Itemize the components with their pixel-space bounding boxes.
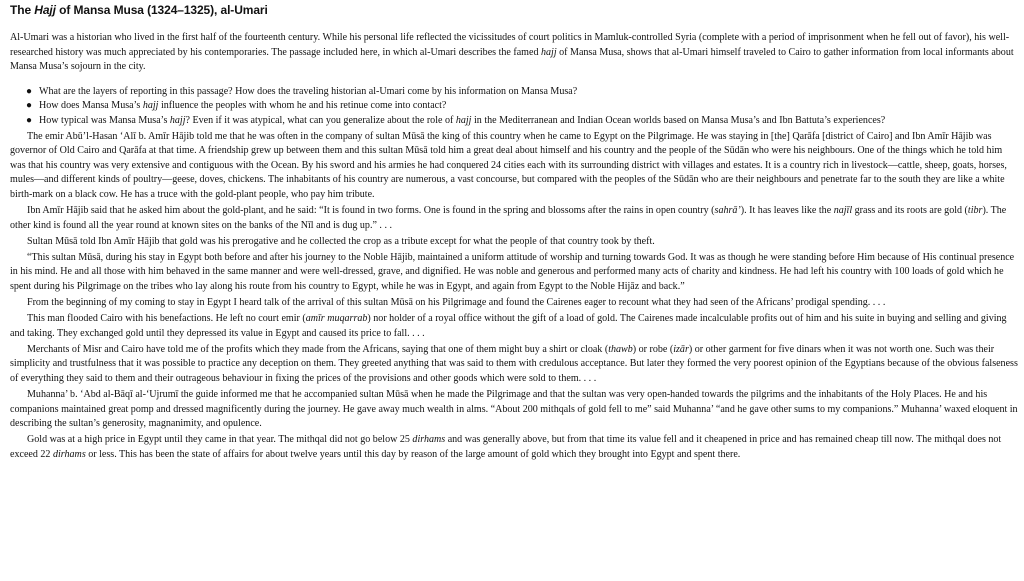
bullet-icon: ● [26,114,33,126]
study-question [26,85,1018,100]
intro-paragraph: Al-Umari was a historian who lived in the first half of the fourteenth century. While his personal life reflected the vicissitudes of court politics in Mamluk-controlled Syria (complete with a period of imprisonment when he fell out of favor), his well-researched history was much appreciated by his contemporaries. The passage included here, in which al-Umari describes the famed hajj of Mansa Musa, shows that al-Umari himself traveled to Cairo to gather information from local informants about Mansa Musa’s sojourn in the city. [10,32,1014,73]
document-page [10,3,1018,463]
passage-paragraph: From the beginning of my coming to stay in Egypt I heard talk of the arrival of this sultan Mūsā on his Pilgrimage and found the Cairenes eager to recount what they had seen of the Africans’ prodigal spending. . . . [27,297,886,309]
bullet-icon: ● [26,85,33,97]
passage-paragraph: Gold was at a high price in Egypt until they came in that year. The mithqal did not go below 25 dirhams and was generally above, but from that time its value fell and it cheapened in price and has remained cheap till now. The mithqal does not exceed 22 dirhams or less. This has been the state of affairs for about twelve years until this day by reason of the large amount of gold which they brought into Egypt and spent there. [10,434,1002,461]
study-question [26,114,1018,129]
document-title [10,3,1018,18]
passage-paragraph: Merchants of Misr and Cairo have told me of the profits which they made from the Africans, saying that one of them might buy a shirt or cloak (thawb) or robe (izār) or other garment for five dinars when it was not worth one. Such was their simplicity and trustfulness that it was possible to practice any deception on them. They greeted anything that was said to them with credulous acceptance. But later they formed the very poorest opinion of the Egyptians because of the obvious falseness of everything they said to them and their outrageous behaviour in fixing the prices of the provisions and other goods which were sold to them. . . . [10,343,1018,385]
question-text: How does Mansa Musa’s hajj influence the peoples with whom he and his retinue come into contact? [39,100,447,112]
question-text: How typical was Mansa Musa’s hajj? Even if it was atypical, what can you generalize about the role of hajj in the Mediterranean and Indian Ocean worlds based on Mansa Musa’s and Ibn Battuta’s experiences? [39,114,886,126]
bullet-icon: ● [26,100,33,112]
passage-paragraph: Ibn Amīr Hājib said that he asked him about the gold-plant, and he said: “It is found in two forms. One is found in the spring and blossoms after the rains in open country (sahrā’). It has leaves like the najīl grass and its roots are gold (tibr). The other kind is found all the year round at known sites on the banks of the Nīl and is dug up.” . . . [10,205,1007,231]
passage-paragraph: Sultan Mūsā told Ibn Amīr Hājib that gold was his prerogative and he collected the crop as a tribute except for what the people of that country took by theft. [27,235,655,247]
study-question [26,99,1018,114]
study-questions-list [10,85,1018,129]
question-text: What are the layers of reporting in this passage? How does the traveling historian al-Umari come by his information on Mansa Musa? [39,85,578,97]
title-prefix: The [10,3,35,17]
passage-paragraph: This man flooded Cairo with his benefactions. He left no court emir (amīr muqarrab) nor holder of a royal office without the gift of a load of gold. The Cairenes made incalculable profits out of him and his suite in buying and selling and giving and taking. They exchanged gold until they depressed its value in Egypt and caused its price to fall. . . . [10,313,1007,339]
title-italic-hajj: Hajj [34,3,56,17]
passage-paragraph: Muhanna’ b. ‘Abd al-Bāqī al-‘Ujrumī the guide informed me that he accompanied sultan Mūsā when he made the Pilgrimage and that the sultan was very open-handed towards the pilgrims and the inhabitants of the Holy Places. He and his companions maintained great pomp and dressed magnificently during the journey. He gave away much wealth in alms. “About 200 mithqals of gold fell to me” said Muhanna’ “and he gave other sums to my companions.” Muhanna’ waxed eloquent in describing the sultan’s generosity, magnanimity, and opulence. [10,389,1018,430]
title-suffix: of Mansa Musa (1324–1325), al-Umari [55,3,268,17]
passage-paragraph: “This sultan Mūsā, during his stay in Egypt both before and after his journey to the Noble Hājib, maintained a uniform attitude of worship and turning towards God. It was as though he were standing before Him because of His continual presence in his mind. He and all those with him behaved in the same manner and were well-dressed, grave, and dignified. He was noble and generous and performed many acts of charity and kindness. He had left his country with 100 loads of gold which he spent during his Pilgrimage on the tribes who lay along his route from his country to Egypt, while he was in Egypt, and again from Egypt to the Noble Hijāz and back.” [10,251,1015,292]
passage-paragraph: The emir Abū’l-Hasan ‘Alī b. Amīr Hājib told me that he was often in the company of sultan Mūsā the king of this country when he came to Egypt on the Pilgrimage. He was staying in [the] Qarāfa [district of Cairo] and Ibn Amīr Hājib was governor of Old Cairo and Qarāfa at that time. A friendship grew up between them and this sultan Mūsā told him a great deal about himself and his country and the people of the Sūdān who were his neighbours. One of the things which he told him was that his country was very extensive and contiguous with the Ocean. By his sword and his armies he had conquered 24 cities each with its surrounding district with villages and estates. It is a country rich in livestock—cattle, sheep, goats, horses, mules—and different kinds of poultry—geese, doves, chickens. The inhabitants of his country are numerous, a vast concourse, but compared with the peoples of the Sūdān who are their neighbours and penetrate far to the south they are like a white birth-mark on a black cow. He has a truce with the gold-plant people, who pay him tribute. [10,130,1007,200]
source-passage [10,130,1018,463]
